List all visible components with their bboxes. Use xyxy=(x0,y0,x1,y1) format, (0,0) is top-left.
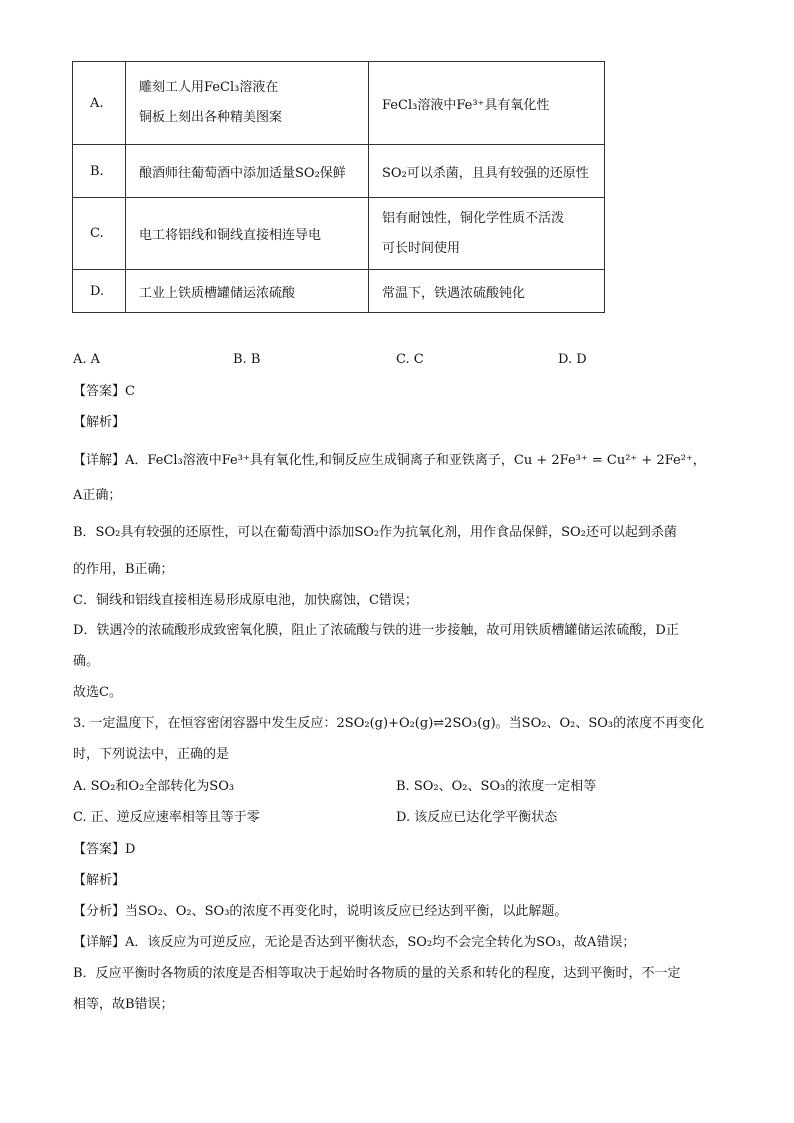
row-scene: 工业上铁质槽罐储运浓硫酸 xyxy=(126,270,369,313)
row-scene: 电工将铝线和铜线直接相连导电 xyxy=(126,198,369,270)
options-table xyxy=(72,61,605,313)
analysis-label: 【解析】 xyxy=(73,873,126,888)
analysis-line: 【分析】当SO₂、O₂、SO₃的浓度不再变化时，说明该反应已经达到平衡，以此解题。 xyxy=(73,904,568,919)
answer-label: 【答案】C xyxy=(73,384,135,399)
detail-line: D．铁遇冷的浓硫酸形成致密氧化膜，阻止了浓硫酸与铁的进一步接触，故可用铁质槽罐储运浓硫酸，D正 xyxy=(73,623,679,638)
row-explanation: FeCl₃溶液中Fe³⁺具有氧化性 xyxy=(369,62,605,145)
row-explanation: 常温下，铁遇浓硫酸钝化 xyxy=(369,270,605,313)
row-explanation-line: 可长时间使用 xyxy=(382,240,461,256)
choice-a: A. SO₂和O₂全部转化为SO₃ xyxy=(73,779,235,794)
choice-b: B. B xyxy=(233,352,261,367)
table-row xyxy=(73,145,605,198)
detail-line: A正确； xyxy=(73,488,122,503)
question-stem: 3. 一定温度下，在恒容密闭容器中发生反应：2SO₂(g)+O₂(g)⇌2SO₃(g)。当SO₂、O₂、SO₃的浓度不再变化 xyxy=(73,716,705,731)
conclusion: 故选C。 xyxy=(73,685,122,700)
choice-c: C. 正、逆反应速率相等且等于零 xyxy=(73,810,260,825)
detail-line: B．反应平衡时各物质的浓度是否相等取决于起始时各物质的量的关系和转化的程度，达到平衡时，不一定 xyxy=(73,966,681,981)
choice-a: A. A xyxy=(73,352,101,367)
row-explanation xyxy=(369,198,605,270)
detail-line: 相等，故B错误； xyxy=(73,997,174,1012)
detail-line: 的作用，B正确； xyxy=(73,562,174,577)
table-row xyxy=(73,270,605,313)
choice-d: D. D xyxy=(558,352,587,367)
row-letter: C. xyxy=(73,198,126,270)
row-letter: D. xyxy=(73,270,126,313)
row-letter: A. xyxy=(73,62,126,145)
question-stem: 时，下列说法中，正确的是 xyxy=(73,747,230,762)
choice-b: B. SO₂、O₂、SO₃的浓度一定相等 xyxy=(396,779,597,794)
row-scene: 酿酒师往葡萄酒中添加适量SO₂保鲜 xyxy=(126,145,369,198)
detail-line: 确。 xyxy=(73,654,100,669)
detail-line: 【详解】A．该反应为可逆反应，无论是否达到平衡状态，SO₂均不会完全转化为SO₃，故A错误； xyxy=(73,935,636,950)
detail-line: 【详解】A．FeCl₃溶液中Fe³⁺具有氧化性,和铜反应生成铜离子和亚铁离子，Cu + 2Fe³⁺ = Cu²⁺ + 2Fe²⁺， xyxy=(73,453,706,468)
choice-d: D. 该反应已达化学平衡状态 xyxy=(396,810,558,825)
row-letter: B. xyxy=(73,145,126,198)
row-scene-line: 雕刻工人用FeCl₃溶液在 xyxy=(139,80,279,95)
detail-line: C．铜线和铝线直接相连易形成原电池，加快腐蚀，C错误； xyxy=(73,593,418,608)
analysis-label: 【解析】 xyxy=(73,415,126,430)
row-scene xyxy=(126,62,369,145)
row-explanation: SO₂可以杀菌，且具有较强的还原性 xyxy=(369,145,605,198)
choice-c: C. C xyxy=(396,352,424,367)
table-row xyxy=(73,62,605,145)
detail-line: B．SO₂具有较强的还原性，可以在葡萄酒中添加SO₂作为抗氧化剂，用作食品保鲜，SO₂还可以起到杀菌 xyxy=(73,525,677,540)
row-scene-line: 铜板上刻出各种精美图案 xyxy=(139,110,283,125)
answer-label: 【答案】D xyxy=(73,842,136,857)
table-row xyxy=(73,198,605,270)
row-explanation-line: 铝有耐蚀性，铜化学性质不活泼 xyxy=(382,210,565,226)
